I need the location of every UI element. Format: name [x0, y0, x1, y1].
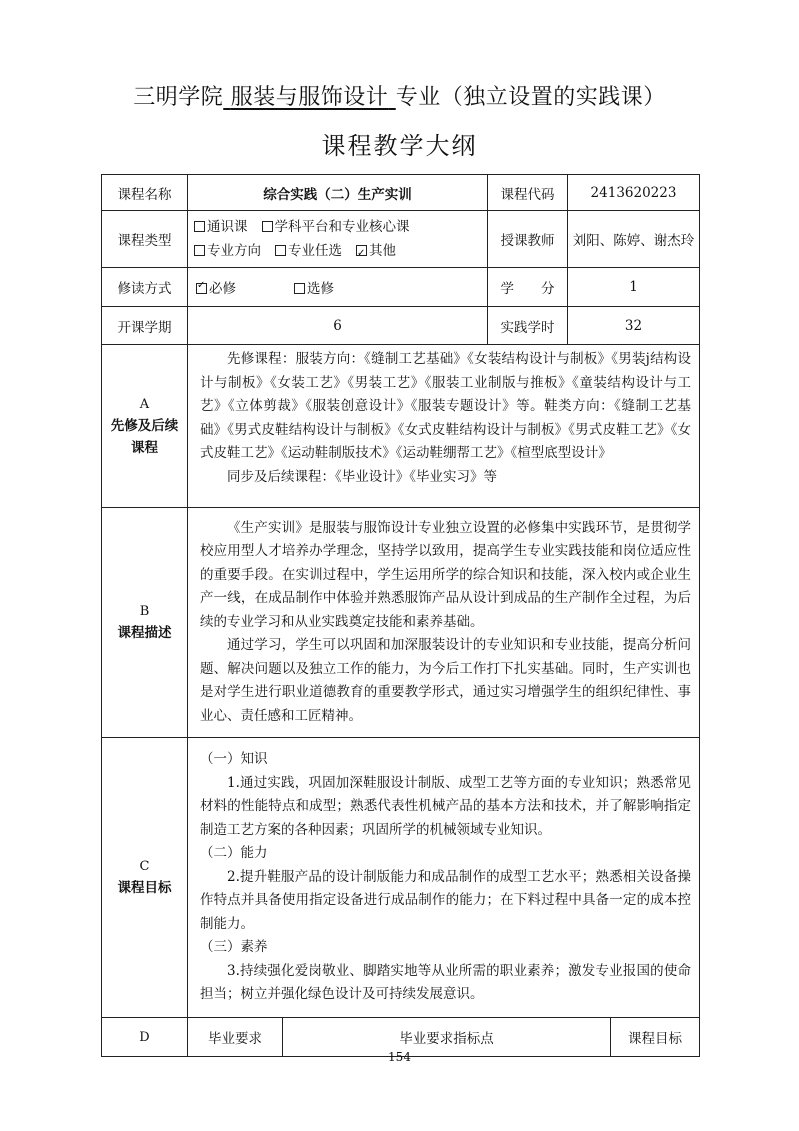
study-mode-label: 修读方式 — [102, 268, 188, 307]
page-number: 154 — [388, 1050, 411, 1064]
document-subtitle: 课程教学大纲 — [321, 132, 478, 160]
col-course-objectives: 课程目标 — [628, 1031, 682, 1047]
title-suffix: 专业（独立设置的实践课） — [395, 85, 666, 110]
checkbox-icon — [194, 245, 205, 256]
option-required[interactable]: ✓ 必修 — [196, 277, 236, 297]
literacy-text: 3.持续强化爱岗敬业、脚踏实地等从业所需的职业素养；激发专业报国的使命担当；树立并强化绿色设计及可持续发展意识。 — [200, 962, 691, 1003]
followup-text: 同步及后续课程：《毕业设计》《毕业实习》等 — [227, 468, 497, 485]
section-c — [102, 738, 700, 1018]
description-paragraph-1: 《生产实训》是服装与服饰设计专业独立设置的必修集中实践环节，是贯彻学校应用型人才培养办学理念，坚持学以致用，提高学生专业实践技能和岗位适应性的重要手段。在实训过程中，学生运用所学的综合知识和技能，深入校内或企业生产一线，在成品制作中体验并熟悉服饰产品从设计到成品的生产制作全过程，为后续的专业学习和从业实践奠定技能和素养基础。 — [200, 519, 691, 630]
semester-value: 6 — [188, 307, 488, 345]
section-d-header: D — [102, 1018, 188, 1057]
credit-value: 1 — [568, 268, 700, 307]
section-a — [102, 345, 700, 508]
section-b — [102, 508, 700, 738]
knowledge-heading: （一）知识 — [200, 751, 268, 768]
prerequisite-text: 先修课程：服装方向：《缝制工艺基础》《女装结构设计与制板》《男装j结构设计与制板》《女装工艺》《男装工艺》《服装工业制版与推板》《童装结构设计与工艺》《立体剪裁》《服装创意设计》《服装专题设计》等。鞋类方向：《缝制工艺基础》《男式皮鞋结构设计与制板》《女式皮鞋结构设计与制板》《男式皮鞋工艺》《女式皮鞋工艺》《运动鞋制版技术》《运动鞋绷帮工艺》《楦型底型设计》 — [200, 351, 691, 461]
knowledge-text: 1.通过实践，巩固加深鞋服设计制版、成型工艺等方面的专业知识；熟悉常见材料的性能特点和成型；熟悉代表性机械产品的基本方法和技术，并了解影响指定制造工艺方案的各种因素；巩固所学的机械领域专业知识。 — [200, 774, 691, 838]
course-type-label: 课程类型 — [102, 211, 188, 268]
checked-checkbox-icon — [196, 283, 207, 294]
semester-label: 开课学期 — [102, 307, 188, 345]
section-c-content — [188, 738, 700, 1018]
literacy-heading: （三）素养 — [200, 939, 268, 956]
description-paragraph-2: 通过学习，学生可以巩固和加深服装设计的专业知识和专业技能，提高分析问题、解决问题以及独立工作的能力，为今后工作打下扎实基础。同时，生产实训也是对学生进行职业道德教育的重要教学形式，通过实习增强学生的组织纪律性、事业心、责任感和工匠精神。 — [200, 637, 691, 724]
section-c-header: C 课程目标 — [102, 738, 188, 1018]
ability-text: 2.提升鞋服产品的设计制版能力和成品制作的成型工艺水平；熟悉相关设备操作特点并具备使用指定设备进行成品制作的能力；在下料过程中具备一定的成本控制能力。 — [200, 868, 691, 932]
col-graduation-requirement: 毕业要求 — [188, 1018, 283, 1056]
option-direction[interactable]: 专业方向 — [194, 239, 261, 263]
title-major: 服装与服饰设计 — [230, 85, 389, 110]
teacher-label: 授课教师 — [488, 211, 568, 268]
syllabus-table — [101, 174, 700, 1057]
practice-hours-value: 32 — [568, 307, 700, 345]
row-semester — [102, 307, 700, 345]
ability-heading: （二）能力 — [200, 845, 268, 862]
study-mode-options — [188, 268, 488, 307]
course-type-options — [188, 211, 488, 268]
teacher-value: 刘阳、陈婷、谢杰玲 — [568, 211, 700, 268]
checkbox-icon — [294, 283, 305, 294]
course-code-value: 2413620223 — [568, 175, 700, 211]
practice-hours-label: 实践学时 — [488, 307, 568, 345]
checkbox-icon — [275, 245, 286, 256]
col-indicator-points: 毕业要求指标点 — [283, 1018, 611, 1056]
option-core[interactable]: 学科平台和专业核心课 — [262, 215, 410, 239]
row-study-mode — [102, 268, 700, 307]
section-b-header: B 课程描述 — [102, 508, 188, 738]
section-a-content — [188, 345, 700, 508]
section-b-content — [188, 508, 700, 738]
checked-checkbox-icon — [356, 245, 367, 256]
option-general[interactable]: 通识课 — [194, 215, 248, 239]
option-elective[interactable]: 专业任选 — [275, 239, 342, 263]
course-name-label: 课程名称 — [102, 175, 188, 211]
credit-label: 学 分 — [488, 268, 568, 307]
row-course-type — [102, 211, 700, 268]
checkbox-icon — [194, 221, 205, 232]
row-course-name — [102, 175, 700, 211]
option-other[interactable]: ✓ 其他 — [356, 239, 396, 263]
section-a-header: A 先修及后续 课程 — [102, 345, 188, 508]
course-name-value: 综合实践（二）生产实训 — [188, 175, 488, 211]
title-prefix: 三明学院 — [133, 85, 224, 110]
document-title — [0, 80, 799, 111]
checkbox-icon — [262, 221, 273, 232]
course-code-label: 课程代码 — [488, 175, 568, 211]
option-optional[interactable]: 选修 — [294, 277, 334, 297]
